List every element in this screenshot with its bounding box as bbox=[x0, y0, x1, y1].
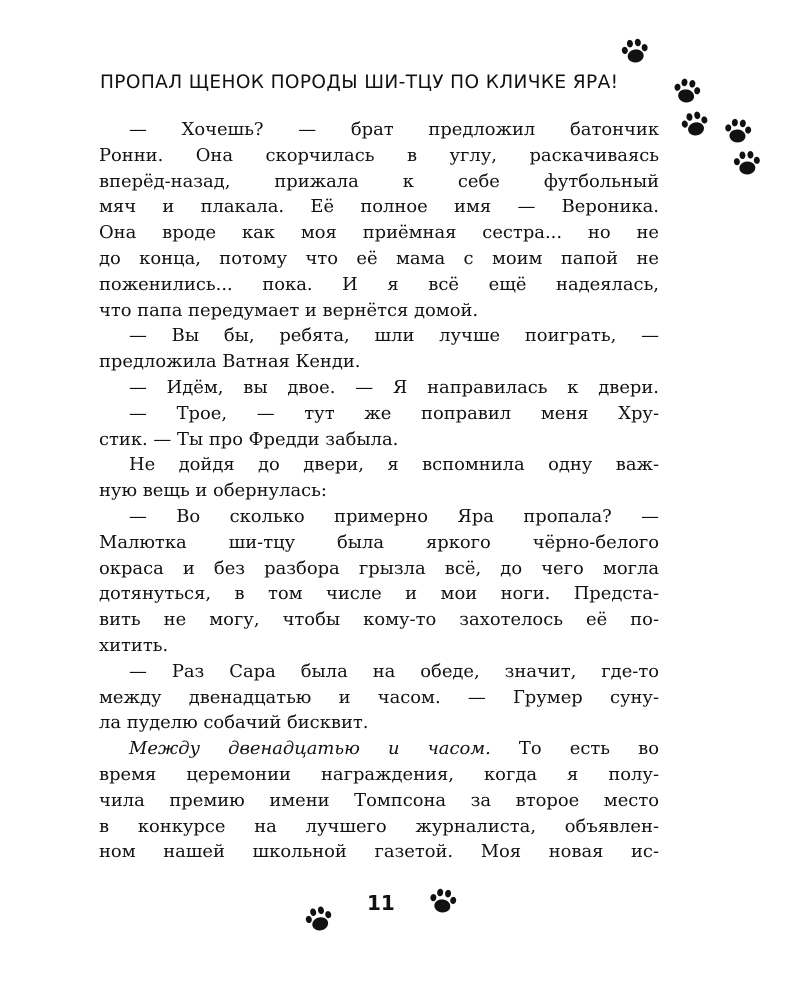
text-line: — Трое, — тут же поправил меня Хру- bbox=[129, 402, 659, 424]
running-header: ПРОПАЛ ЩЕНОК ПОРОДЫ ШИ-ТЦУ ПО КЛИЧКЕ ЯРА! bbox=[100, 72, 619, 93]
text-line: стик. — Ты про Фредди забыла. bbox=[99, 428, 399, 450]
paw-print-icon bbox=[678, 108, 713, 140]
paw-print-icon bbox=[426, 886, 459, 916]
text-line: — Раз Сара была на обеде, значит, где-то bbox=[129, 660, 659, 682]
italic-phrase: Между двенадцатью и часом. bbox=[129, 738, 491, 760]
paw-print-icon bbox=[618, 36, 651, 66]
text-line: предложила Ватная Кенди. bbox=[99, 351, 361, 373]
text-line: ном нашей школьной газетой. Моя новая ис- bbox=[99, 841, 659, 863]
text-line: — Хочешь? — брат предложил батончик bbox=[129, 119, 659, 140]
text-line: между двенадцатью и часом. — Грумер суну- bbox=[99, 686, 659, 708]
page-number: 11 bbox=[367, 891, 395, 915]
text-line: Она вроде как моя приёмная сестра... но не bbox=[99, 222, 659, 244]
text-line: Не дойдя до двери, я вспомнила одну важ- bbox=[129, 454, 659, 476]
text-line: вить не могу, чтобы кому-то захотелось её по- bbox=[99, 609, 659, 631]
text-line: Малютка ши-тцу была яркого чёрно-белого bbox=[99, 531, 659, 553]
paw-print-icon bbox=[722, 117, 755, 146]
paw-print-icon bbox=[301, 903, 336, 935]
paw-print-icon bbox=[731, 149, 763, 177]
text-line: окраса и без разбора грызла всё, до чего могла bbox=[99, 557, 659, 579]
text-line: в конкурсе на лучшего журналиста, объявлен- bbox=[99, 815, 659, 837]
text-line: — Идём, вы двое. — Я направилась к двери. bbox=[129, 376, 659, 398]
text-line: ную вещь и обернулась: bbox=[99, 480, 327, 502]
text-line: дотянуться, в том числе и мои ноги. Предста- bbox=[99, 583, 659, 605]
paw-print-icon bbox=[670, 76, 704, 107]
text-line bbox=[99, 736, 659, 762]
text-line: до конца, потому что её мама с моим папой не bbox=[99, 247, 659, 269]
text-line: хитить. bbox=[99, 634, 169, 656]
text-line: что папа передумает и вернётся домой. bbox=[99, 299, 479, 321]
text-line-rest: То есть во bbox=[518, 738, 660, 760]
text-line: чила премию имени Томпсона за второе место bbox=[99, 789, 659, 811]
text-line: вперёд-назад, прижала к себе футбольный bbox=[99, 170, 659, 192]
text-line: поженились... пока. И я всё ещё надеялась, bbox=[99, 273, 659, 295]
text-line: Ронни. Она скорчилась в углу, раскачиваясь bbox=[99, 144, 659, 166]
text-line: мяч и плакала. Её полное имя — Вероника. bbox=[99, 196, 659, 218]
text-line: время церемонии награждения, когда я полу- bbox=[99, 763, 659, 785]
body-text bbox=[99, 117, 659, 865]
text-line: — Во сколько примерно Яра пропала? — bbox=[129, 505, 659, 527]
text-line: ла пуделю собачий бисквит. bbox=[99, 712, 369, 734]
text-line: — Вы бы, ребята, шли лучше поиграть, — bbox=[129, 325, 659, 347]
